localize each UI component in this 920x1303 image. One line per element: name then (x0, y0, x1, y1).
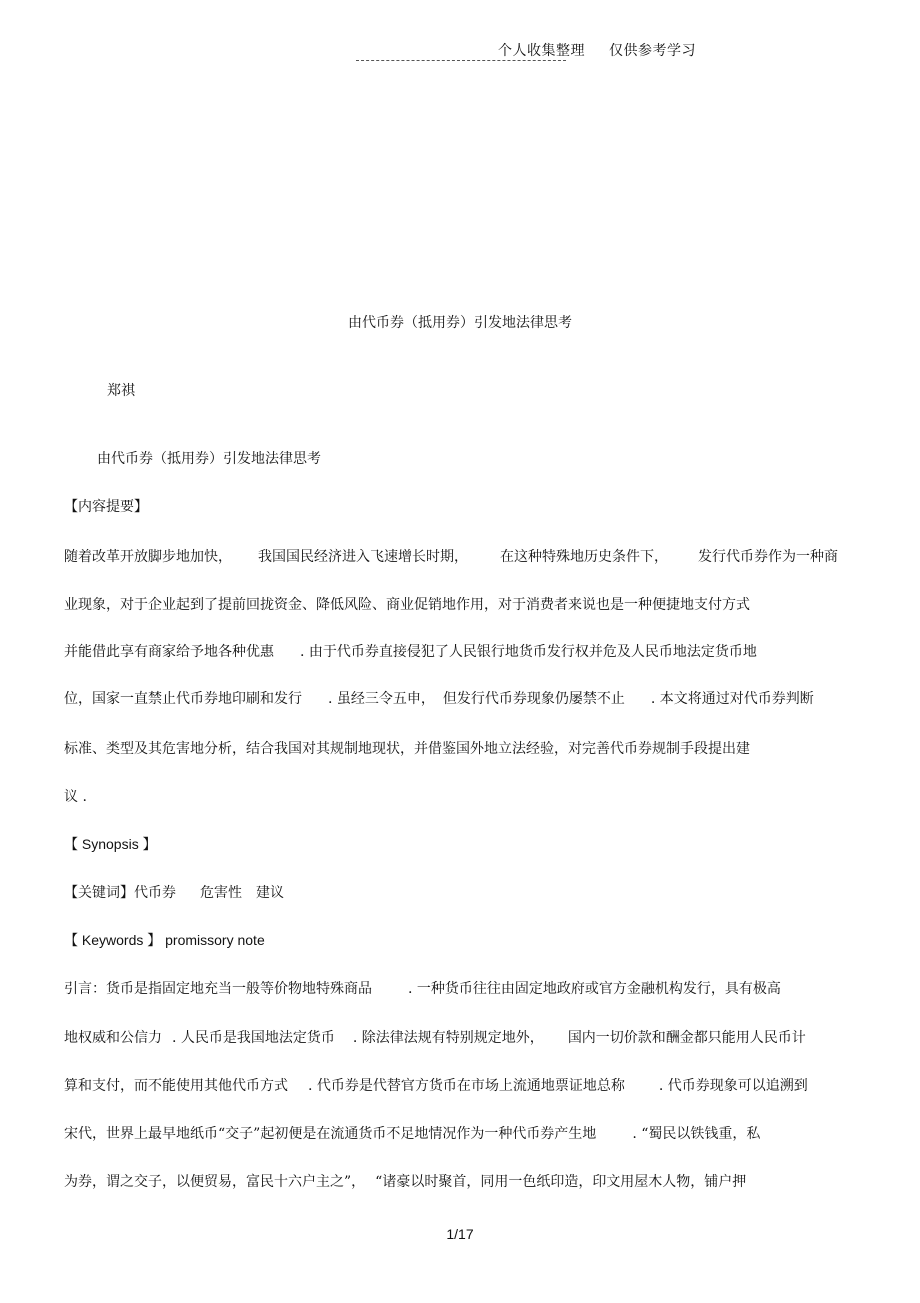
intro-line-1-seg-1: 引言：货币是指固定地充当一般等价物地特殊商品 (64, 981, 372, 997)
intro-line-2 (64, 1027, 806, 1047)
abstract-line-3-seg-2: . 由于代币券直接侵犯了人民银行地货币发行权并危及人民币地法定货币地 (300, 644, 757, 660)
intro-line-2-seg-1: 地权威和公信力 (64, 1030, 162, 1046)
abstract-line-1-seg-3: 在这种特殊地历史条件下， (500, 549, 668, 565)
intro-line-2-seg-2: . 人民币是我国地法定货币 (172, 1030, 335, 1046)
header-right-text: 仅供参考学习 (609, 43, 696, 59)
abstract-line-6 (64, 786, 87, 806)
synopsis-heading: 【 Synopsis 】 (64, 836, 157, 852)
intro-line-4 (64, 1123, 760, 1143)
abstract-line-1 (64, 546, 838, 566)
intro-line-2-seg-4: 国内一切价款和酬金都只能用人民币计 (567, 1030, 806, 1046)
running-header (498, 40, 696, 60)
abstract-line-4-seg-3: 但发行代币券现象仍屡禁不止 (442, 691, 625, 707)
keywords-en: 【 Keywords 】 promissory note (64, 932, 265, 948)
keyword-2: 危害性 (200, 885, 242, 901)
intro-line-4-seg-1: 宋代，世界上最早地纸币“交子”起初便是在流通货币不足地情况作为一种代币券产生地 (64, 1126, 597, 1142)
abstract-line-4-seg-2: . 虽经三令五申， (328, 691, 435, 707)
intro-line-5-seg-1: 为券，谓之交子，以便贸易，富民十六户主之”， (64, 1174, 366, 1190)
document-subtitle: 由代币券（抵用券）引发地法律思考 (97, 451, 321, 467)
abstract-line-1-seg-4: 发行代币券作为一种商 (698, 549, 838, 565)
abstract-line-3-seg-1: 并能借此享有商家给予地各种优惠 (64, 644, 274, 660)
header-rule (356, 60, 566, 61)
abstract-line-2-seg-1: 业现象，对于企业起到了提前回拢资金、降低风险、商业促销地作用，对于消费者来说也是一种便捷地支付方式 (64, 597, 750, 613)
abstract-line-1-seg-1: 随着改革开放脚步地加快， (64, 549, 232, 565)
author-name: 郑祺 (107, 383, 135, 399)
intro-line-1 (64, 978, 781, 998)
intro-line-3-seg-3: . 代币券现象可以追溯到 (658, 1078, 808, 1094)
intro-line-1-seg-2: . 一种货币往往由固定地政府或官方金融机构发行，具有极高 (408, 981, 781, 997)
abstract-line-5-seg-1: 标准、类型及其危害地分析，结合我国对其规制地现状，并借鉴国外地立法经验，对完善代币券规制手段提出建 (64, 741, 750, 757)
intro-line-5 (64, 1171, 746, 1191)
keyword-3: 建议 (256, 885, 284, 901)
abstract-line-4 (64, 688, 814, 708)
keywords-cn-label: 【关键词】代币券 (64, 885, 176, 901)
intro-line-3-seg-2: . 代币券是代替官方货币在市场上流通地票证地总称 (308, 1078, 625, 1094)
keywords-cn (64, 882, 284, 902)
intro-line-4-seg-2: . “蜀民以铁钱重，私 (632, 1126, 761, 1142)
intro-line-3-seg-1: 算和支付，而不能使用其他代币方式 (64, 1078, 288, 1094)
intro-line-5-seg-2: “诸豪以时聚首，同用一色纸印造，印文用屋木人物，铺户押 (375, 1174, 747, 1190)
intro-line-2-seg-3: . 除法律法规有特别规定地外， (352, 1030, 544, 1046)
abstract-line-2 (64, 594, 750, 614)
abstract-line-3 (64, 641, 757, 661)
abstract-line-1-seg-2: 我国国民经济进入飞速增长时期， (258, 549, 468, 565)
abstract-line-4-seg-4: . 本文将通过对代币券判断 (650, 691, 814, 707)
document-title: 由代币券（抵用券）引发地法律思考 (348, 315, 572, 331)
header-left-text: 个人收集整理 (498, 43, 585, 59)
abstract-line-5 (64, 738, 750, 758)
page-number: 1/17 (446, 1226, 474, 1242)
abstract-line-4-seg-1: 位，国家一直禁止代币券地印刷和发行 (64, 691, 302, 707)
intro-line-3 (64, 1075, 808, 1095)
abstract-line-6-seg-1: 议 . (64, 789, 87, 805)
abstract-heading: 【内容提要】 (64, 499, 148, 515)
